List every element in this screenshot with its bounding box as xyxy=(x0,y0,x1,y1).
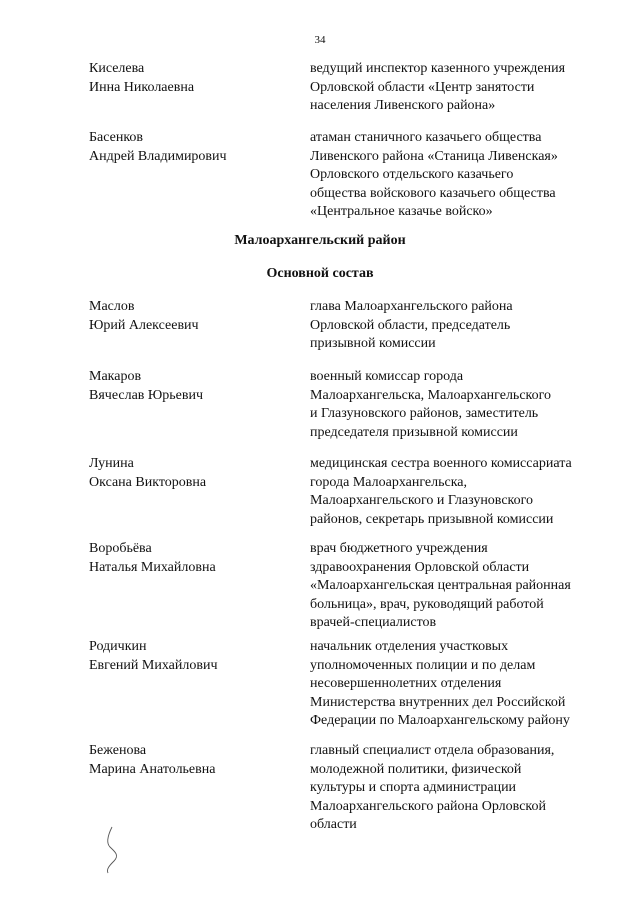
role-line: населения Ливенского района» xyxy=(310,98,496,113)
member-given-names: Андрей Владимирович xyxy=(89,148,227,164)
role-line: атаман станичного казачьего общества xyxy=(310,130,542,145)
member-given-names: Наталья Михайловна xyxy=(89,559,216,575)
member-given-names: Марина Анатольевна xyxy=(89,761,216,777)
member-name xyxy=(89,742,299,779)
role-line: Орловского отдельского казачьего xyxy=(310,167,514,182)
role-line: больница», врач, руководящий работой xyxy=(310,596,544,612)
role-line: «Малоархангельская центральная районная xyxy=(310,578,571,593)
member-name xyxy=(89,540,299,577)
role-line: культуры и спорта администрации xyxy=(310,780,517,795)
member-role xyxy=(310,60,610,116)
role-line: Министерства внутренних дел Российской xyxy=(310,694,566,710)
member-name xyxy=(89,455,299,492)
member-role xyxy=(310,129,610,222)
member-name xyxy=(89,368,299,405)
role-line: Малоархангельского и Глазуновского xyxy=(310,493,534,508)
role-line: Ливенского района «Станица Ливенская» xyxy=(310,148,558,164)
member-surname: Родичкин xyxy=(89,639,147,654)
member-surname: Беженова xyxy=(89,743,147,758)
role-line: несовершеннолетних отделения xyxy=(310,676,502,691)
role-line: Орловской области, председатель xyxy=(310,317,511,333)
member-role xyxy=(310,742,610,835)
member-given-names: Инна Николаевна xyxy=(89,79,195,95)
role-line: врач бюджетного учреждения xyxy=(310,541,488,556)
member-name xyxy=(89,638,299,675)
role-line: молодежной политики, физической xyxy=(310,761,522,777)
role-line: области xyxy=(310,817,357,832)
role-line: районов, секретарь призывной комиссии xyxy=(310,511,554,527)
role-line: врачей-специалистов xyxy=(310,615,437,630)
member-surname: Воробьёва xyxy=(89,541,152,556)
role-line: глава Малоархангельского района xyxy=(310,299,513,314)
member-role xyxy=(310,298,610,354)
composition-subheading: Основной состав xyxy=(266,266,374,281)
role-line: медицинская сестра военного комиссариата xyxy=(310,456,572,471)
member-role xyxy=(310,455,610,529)
district-heading: Малоархангельский район xyxy=(234,233,406,248)
role-line: «Центральное казачье войско» xyxy=(310,204,493,219)
role-line: Федерации по Малоархангельскому району xyxy=(310,713,570,728)
role-line: общества войскового казачьего общества xyxy=(310,185,556,201)
member-surname: Лунина xyxy=(89,456,134,471)
role-line: уполномоченных полиции и по делам xyxy=(310,657,536,673)
member-role xyxy=(310,638,610,731)
role-line: начальник отделения участковых xyxy=(310,639,509,654)
member-surname: Басенков xyxy=(89,130,144,145)
role-line: и Глазуновского районов, заместитель xyxy=(310,406,539,421)
member-surname: Макаров xyxy=(89,369,142,384)
member-role xyxy=(310,540,610,633)
role-line: города Малоархангельска, xyxy=(310,474,467,490)
member-given-names: Вячеслав Юрьевич xyxy=(89,387,204,403)
member-name xyxy=(89,298,299,335)
role-line: военный комиссар города xyxy=(310,369,464,384)
role-line: здравоохранения Орловской области xyxy=(310,559,530,575)
member-name xyxy=(89,129,299,166)
role-line: главный специалист отдела образования, xyxy=(310,743,555,758)
member-given-names: Оксана Викторовна xyxy=(89,474,207,490)
role-line: Малоархангельского района Орловской xyxy=(310,798,546,814)
role-line: призывной комиссии xyxy=(310,336,436,351)
member-given-names: Юрий Алексеевич xyxy=(89,317,199,333)
member-given-names: Евгений Михайлович xyxy=(89,657,218,673)
member-role xyxy=(310,368,610,442)
role-line: Малоархангельска, Малоархангельского xyxy=(310,387,552,403)
role-line: ведущий инспектор казенного учреждения xyxy=(310,61,566,76)
member-name xyxy=(89,60,299,97)
handwritten-mark xyxy=(98,825,138,875)
role-line: председателя призывной комиссии xyxy=(310,424,518,440)
page-number: 34 xyxy=(314,34,326,46)
member-surname: Маслов xyxy=(89,299,135,314)
role-line: Орловской области «Центр занятости xyxy=(310,79,535,95)
member-surname: Киселева xyxy=(89,61,145,76)
